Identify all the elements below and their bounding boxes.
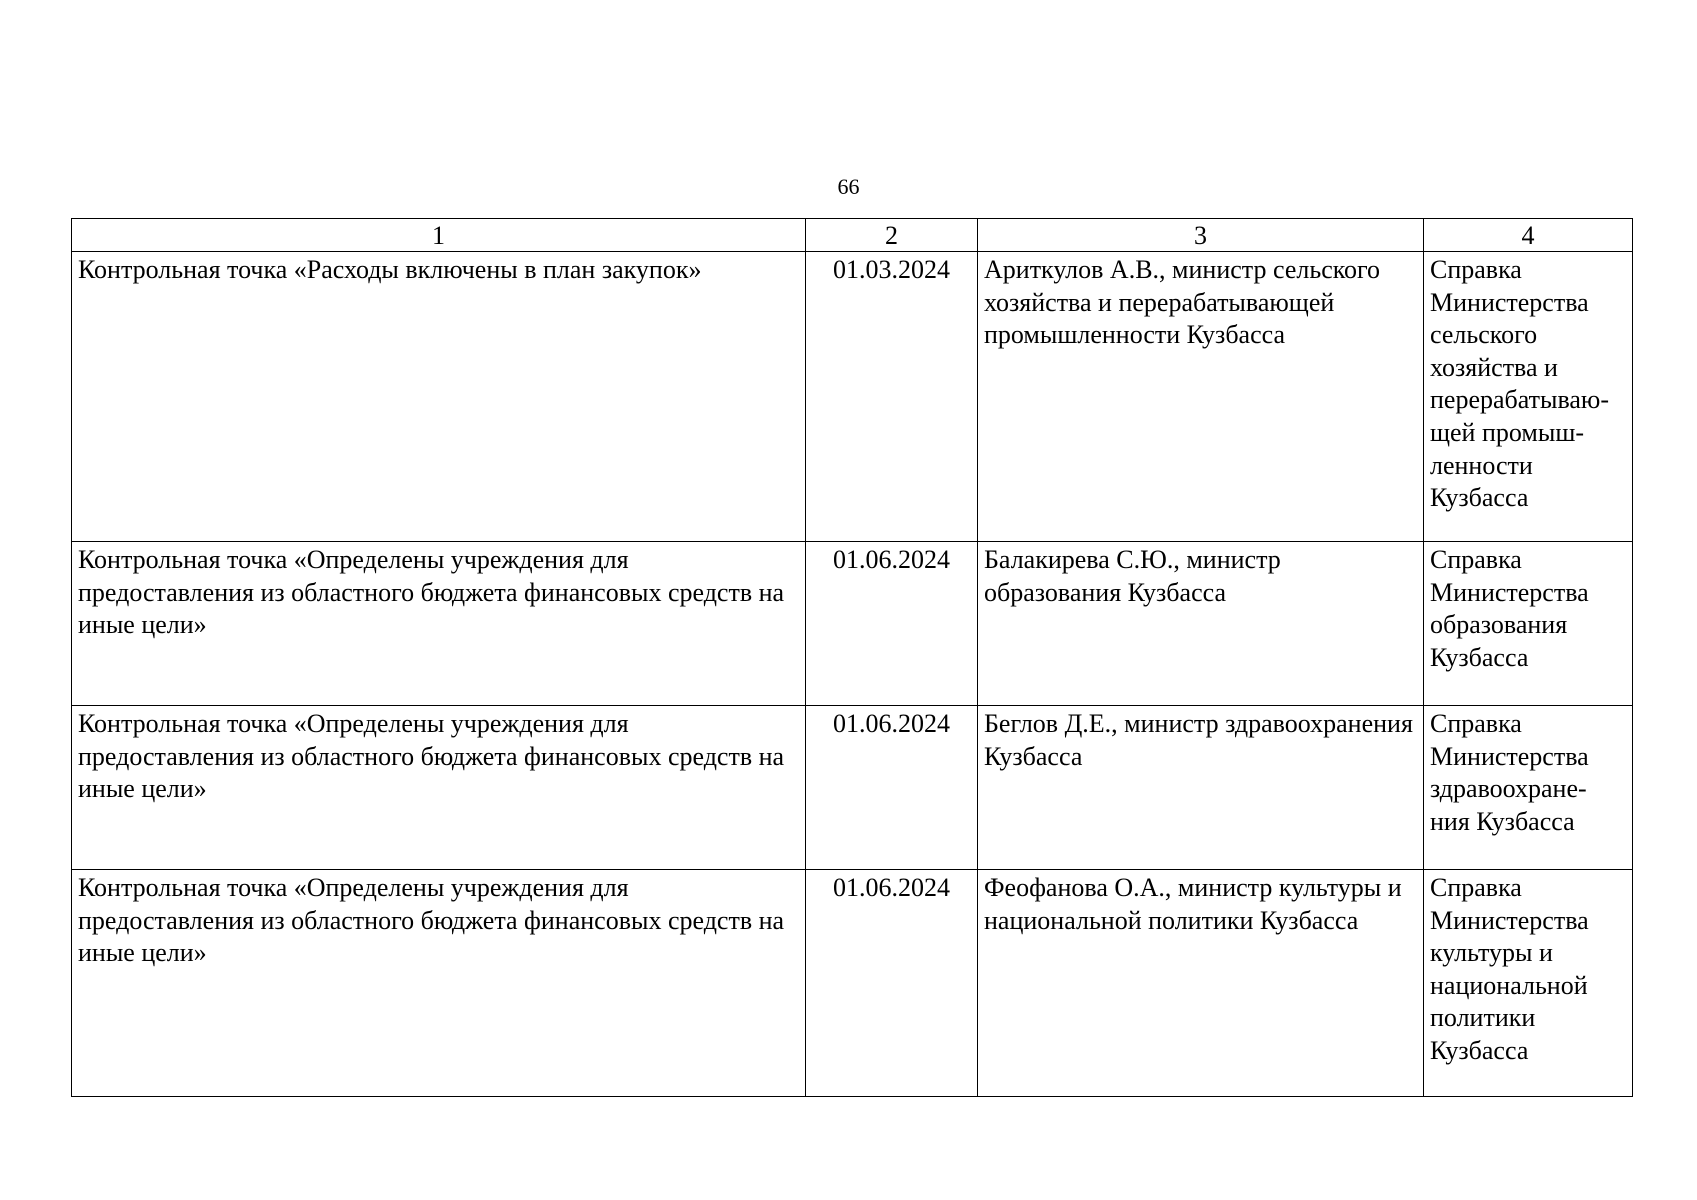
- date-cell: 01.06.2024: [806, 706, 978, 870]
- control-point-cell: Контрольная точка «Определены учреждения для предоставления из областного бюджета финансовых средств на иные цели»: [72, 870, 806, 1097]
- table-row: [72, 706, 1633, 870]
- control-point-cell: Контрольная точка «Определены учреждения для предоставления из областного бюджета финансовых средств на иные цели»: [72, 706, 806, 870]
- control-point-cell: Контрольная точка «Расходы включены в план закупок»: [72, 252, 806, 542]
- column-header-4: 4: [1424, 219, 1633, 252]
- column-header-2: 2: [806, 219, 978, 252]
- document-cell: Справка Министерства здравоохране- ния Кузбасса: [1424, 706, 1633, 870]
- control-points-table: [71, 218, 1633, 1097]
- control-point-cell: Контрольная точка «Определены учреждения для предоставления из областного бюджета финансовых средств на иные цели»: [72, 542, 806, 706]
- table-row: [72, 870, 1633, 1097]
- table-header-row: [72, 219, 1633, 252]
- responsible-cell: Беглов Д.Е., министр здравоохранения Кузбасса: [978, 706, 1424, 870]
- responsible-cell: Ариткулов А.В., министр сельского хозяйства и перерабатывающей промышленности Кузбасса: [978, 252, 1424, 542]
- document-cell: Справка Министерства образования Кузбасса: [1424, 542, 1633, 706]
- page-number: 66: [837, 174, 860, 199]
- date-cell: 01.03.2024: [806, 252, 978, 542]
- responsible-cell: Феофанова О.А., министр культуры и национальной политики Кузбасса: [978, 870, 1424, 1097]
- table-row: [72, 252, 1633, 542]
- table-row: [72, 542, 1633, 706]
- responsible-cell: Балакирева С.Ю., министр образования Кузбасса: [978, 542, 1424, 706]
- date-cell: 01.06.2024: [806, 870, 978, 1097]
- column-header-1: 1: [72, 219, 806, 252]
- document-cell: Справка Министерства культуры и национальной политики Кузбасса: [1424, 870, 1633, 1097]
- column-header-3: 3: [978, 219, 1424, 252]
- date-cell: 01.06.2024: [806, 542, 978, 706]
- document-cell: Справка Министерства сельского хозяйства и перерабатываю- щей промыш- ленности Кузбасса: [1424, 252, 1633, 542]
